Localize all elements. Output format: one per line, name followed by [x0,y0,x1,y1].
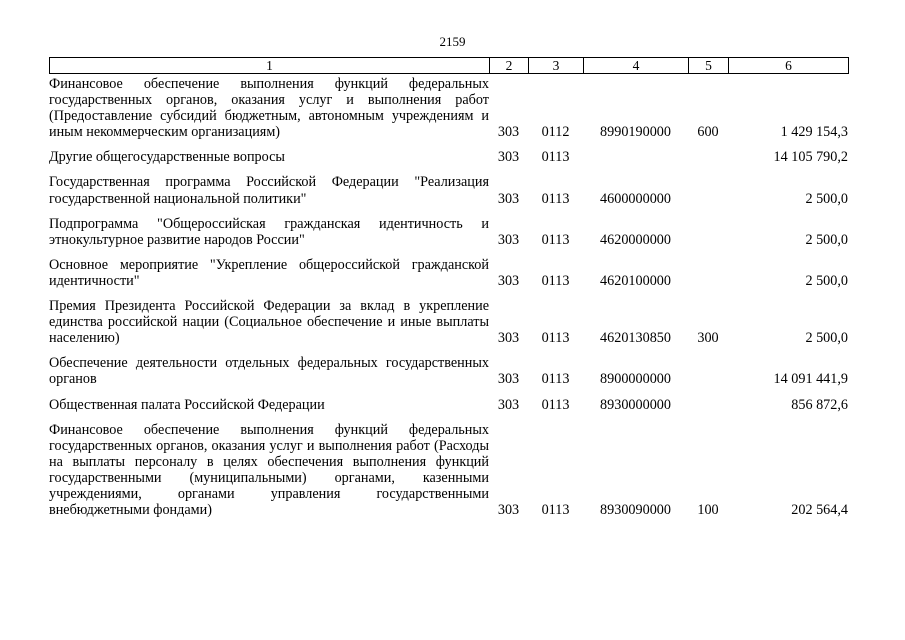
row-expense-type [688,257,728,289]
row-spacer [49,248,848,257]
row-amount: 14 105 790,2 [773,149,848,166]
spacer-cell [49,165,848,174]
row-ministry-code: 303 [497,330,520,347]
row-ministry-code: 303 [497,396,520,413]
row-ministry-code: 303 [497,272,520,289]
row-ministry-code: 303 [497,502,520,519]
row-target-article: 4620130850 [600,330,671,347]
row-amount: 856 872,6 [791,396,848,413]
row-target-article: 4620100000 [600,272,671,289]
row-spacer [49,140,848,149]
column-header-1: 1 [50,58,490,74]
budget-table [49,76,848,518]
row-name: Финансовое обеспечение выполнения функций федеральных государственных органов, оказания услуг и выполнения работ (Расходы на выплаты персоналу в целях обеспечения выполнения функций государственными (муниципальными) органами, казенными учреждениями, органами управления государственными внебюджетными фондами) [49,421,489,519]
row-amount: 1 429 154,3 [780,124,848,141]
row-expense-type: 300 [697,330,719,347]
row-section-code: 0113 [541,330,570,347]
row-section-code: 0113 [541,190,570,207]
row-expense-type [688,174,728,206]
row-target-article: 4600000000 [600,190,671,207]
row-section-code: 0113 [541,149,570,166]
table-row [49,397,848,413]
row-section-code: 0113 [541,396,570,413]
row-name: Обеспечение деятельности отдельных федеральных государственных органов [49,355,489,388]
row-amount: 2 500,0 [805,330,848,347]
table-row [49,257,848,289]
column-header-6: 6 [729,58,849,74]
spacer-cell [49,346,848,355]
spacer-cell [49,140,848,149]
row-spacer [49,346,848,355]
row-expense-type: 100 [697,502,719,519]
row-section-code: 0113 [541,231,570,248]
row-name: Премия Президента Российской Федерации за вклад в укрепление единства российской нации (Социальное обеспечение и иные выплаты населению) [49,298,489,347]
row-name: Финансовое обеспечение выполнения функций федеральных государственных органов, оказания услуг и выполнения работ (Предоставление субсидий бюджетным, автономным учреждениям и иным некоммерческим организациям) [49,76,489,141]
row-name: Основное мероприятие "Укрепление общероссийской гражданской идентичности" [49,256,489,289]
row-expense-type [688,355,728,387]
row-section-code: 0113 [541,371,570,388]
column-header-4: 4 [584,58,689,74]
column-header-3: 3 [529,58,584,74]
column-header-table [49,57,849,74]
table-row [49,298,848,346]
row-ministry-code: 303 [497,149,520,166]
row-expense-type [688,397,728,413]
table-row [49,174,848,206]
table-row [49,76,848,140]
row-name: Подпрограмма "Общероссийская гражданская идентичность и этнокультурное развитие народов России" [49,215,489,248]
row-amount: 2 500,0 [805,190,848,207]
row-section-code: 0113 [541,502,570,519]
row-target-article [583,149,688,165]
row-target-article: 8930090000 [600,502,671,519]
row-name: Общественная палата Российской Федерации [49,396,325,413]
row-name: Государственная программа Российской Федерации "Реализация государственной национальной политики" [49,174,489,207]
row-expense-type: 600 [697,124,719,141]
row-amount: 2 500,0 [805,231,848,248]
row-spacer [49,289,848,298]
row-target-article: 8930000000 [600,396,671,413]
table-row [49,149,848,165]
row-amount: 14 091 441,9 [773,371,848,388]
row-name: Другие общегосударственные вопросы [49,149,285,166]
page-number: 2159 [439,34,466,49]
row-spacer [49,413,848,422]
row-section-code: 0112 [541,124,570,141]
spacer-cell [49,289,848,298]
row-spacer [49,165,848,174]
table-row [49,422,848,519]
row-target-article: 8990190000 [600,124,671,141]
row-expense-type [688,149,728,165]
column-header-row [50,58,849,74]
row-target-article: 8900000000 [600,371,671,388]
row-section-code: 0113 [541,272,570,289]
spacer-cell [49,248,848,257]
column-header-2: 2 [490,58,529,74]
row-ministry-code: 303 [497,231,520,248]
row-spacer [49,207,848,216]
row-target-article: 4620000000 [600,231,671,248]
table-row [49,216,848,248]
row-ministry-code: 303 [497,190,520,207]
row-amount: 202 564,4 [791,502,848,519]
spacer-cell [49,413,848,422]
row-ministry-code: 303 [497,371,520,388]
row-expense-type [688,216,728,248]
spacer-cell [49,207,848,216]
spacer-cell [49,388,848,397]
row-ministry-code: 303 [497,124,520,141]
table-row [49,355,848,387]
column-header-5: 5 [689,58,729,74]
budget-table-body [49,76,848,518]
row-amount: 2 500,0 [805,272,848,289]
row-spacer [49,388,848,397]
